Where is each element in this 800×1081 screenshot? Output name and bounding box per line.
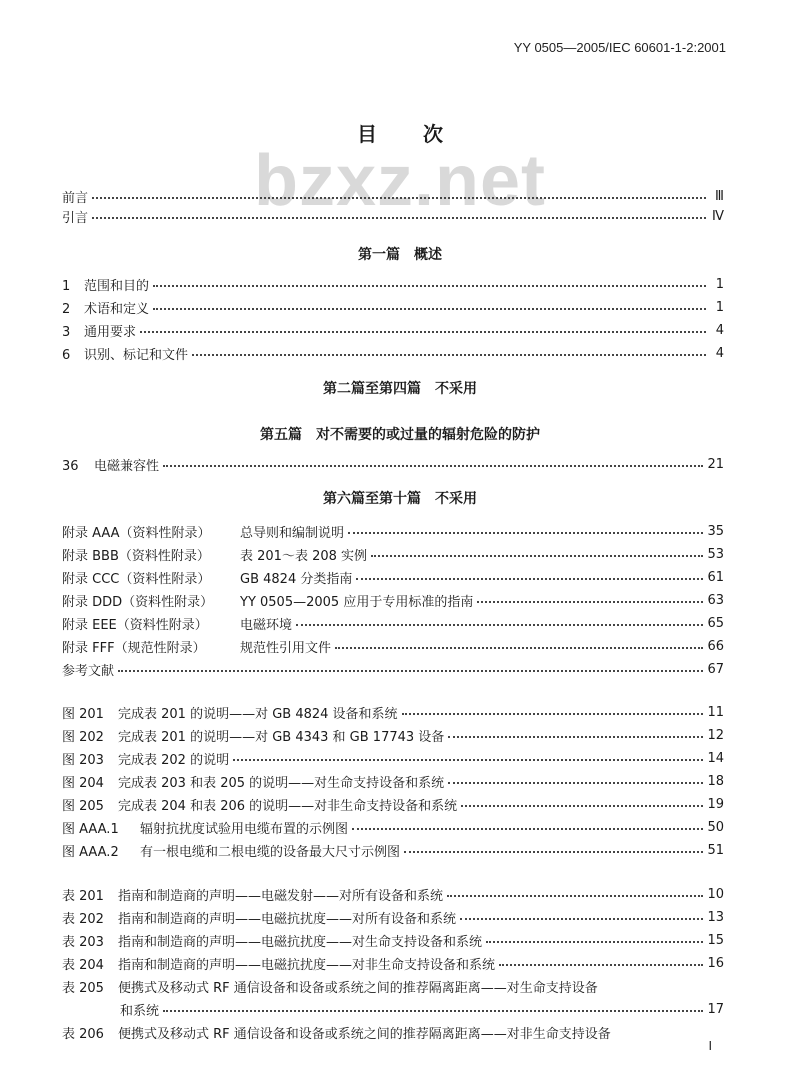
- part1-heading: 第一篇 概述: [358, 247, 442, 263]
- toc-annex[interactable]: 附录 AAA（资料性附录） 总导则和编制说明 35: [62, 523, 724, 541]
- toc-table[interactable]: 表 201 指南和制造商的声明——电磁发射——对所有设备和系统 10: [62, 886, 724, 904]
- toc-entry[interactable]: 6 识别、标记和文件 4: [62, 345, 724, 363]
- toc-figure[interactable]: 图 204 完成表 203 和表 205 的说明——对生命支持设备和系统 18: [62, 773, 724, 791]
- toc-entry-introduction[interactable]: 引言 Ⅳ: [62, 208, 724, 226]
- toc-figure[interactable]: 图 AAA.2 有一根电缆和二根电缆的设备最大尺寸示例图 51: [62, 842, 724, 860]
- toc-figure[interactable]: 图 202 完成表 201 的说明——对 GB 4343 和 GB 17743 设备 12: [62, 727, 724, 745]
- toc-annex[interactable]: 附录 EEE（资料性附录） 电磁环境 65: [62, 615, 724, 633]
- page-number: Ⅰ: [708, 1039, 712, 1053]
- toc-entry[interactable]: 3 通用要求 4: [62, 322, 724, 340]
- toc-table[interactable]: 表 204 指南和制造商的声明——电磁抗扰度——对非生命支持设备和系统 16: [62, 955, 724, 973]
- toc-annex[interactable]: 附录 BBB（资料性附录） 表 201～表 208 实例 53: [62, 546, 724, 564]
- part5-heading: 第五篇 对不需要的或过量的辐射危险的防护: [260, 427, 540, 443]
- toc-entry[interactable]: 36 电磁兼容性 21: [62, 456, 724, 474]
- toc-entry[interactable]: 1 范围和目的 1: [62, 276, 724, 294]
- toc-table[interactable]: 表 202 指南和制造商的声明——电磁抗扰度——对所有设备和系统 13: [62, 909, 724, 927]
- toc-bibliography[interactable]: 参考文献 67: [62, 661, 724, 679]
- standard-code: YY 0505—2005/IEC 60601-1-2:2001: [513, 40, 726, 55]
- part2-heading: 第二篇至第四篇 不采用: [323, 381, 477, 397]
- toc-annex[interactable]: 附录 CCC（资料性附录） GB 4824 分类指南 61: [62, 569, 724, 587]
- toc-figure[interactable]: 图 AAA.1 辐射抗扰度试验用电缆布置的示例图 50: [62, 819, 724, 837]
- toc-table-205-cont[interactable]: 和系统 17: [120, 1001, 724, 1019]
- toc-annex[interactable]: 附录 DDD（资料性附录） YY 0505—2005 应用于专用标准的指南 63: [62, 592, 724, 610]
- toc-annex[interactable]: 附录 FFF（规范性附录） 规范性引用文件 66: [62, 638, 724, 656]
- toc-entry[interactable]: 2 术语和定义 1: [62, 299, 724, 317]
- part6-heading: 第六篇至第十篇 不采用: [323, 491, 477, 507]
- toc-figure[interactable]: 图 205 完成表 204 和表 206 的说明——对非生命支持设备和系统 19: [62, 796, 724, 814]
- toc-figure[interactable]: 图 203 完成表 202 的说明 14: [62, 750, 724, 768]
- toc-table-206[interactable]: 表 206 便携式及移动式 RF 通信设备和设备或系统之间的推荐隔离距离——对非生命支持设备: [62, 1026, 611, 1042]
- watermark: bzxz.net: [253, 141, 547, 221]
- toc-table-205[interactable]: 表 205 便携式及移动式 RF 通信设备和设备或系统之间的推荐隔离距离——对生命支持设备: [62, 980, 598, 996]
- toc-figure[interactable]: 图 201 完成表 201 的说明——对 GB 4824 设备和系统 11: [62, 704, 724, 722]
- toc-title: 目次: [357, 122, 489, 146]
- toc-entry-foreword[interactable]: 前言 Ⅲ: [62, 188, 724, 206]
- toc-table[interactable]: 表 203 指南和制造商的声明——电磁抗扰度——对生命支持设备和系统 15: [62, 932, 724, 950]
